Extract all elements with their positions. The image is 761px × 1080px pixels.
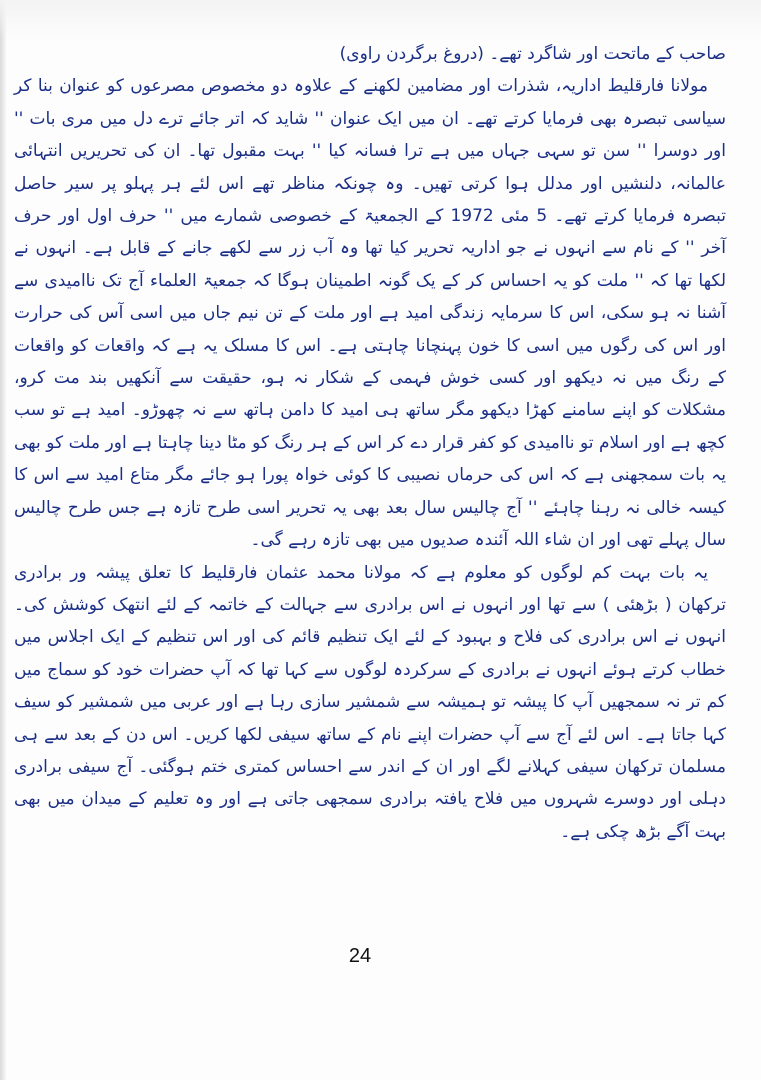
urdu-text-body — [14, 38, 726, 848]
paragraph-1: صاحب کے ماتحت اور شاگرد تھے۔ (دروغ برگردن راوی) — [339, 44, 726, 64]
paragraph-2: مولانا فارقلیط اداریہ، شذرات اور مضامین لکھنے کے علاوہ دو مخصوص مصرعوں کو عنوان بنا کر سیاسی تبصرہ بھی فرمایا کرتے تھے۔ ان میں ایک عنوان '' شاید کہ اتر جائے ترے دل میں مری بات '' اور دوسرا '' سن تو سہی جہاں میں ہے ترا فسانہ کیا '' بہت مقبول تھا۔ ان کی تحریریں انتہائی عالمانہ، دلنشیں اور مدلل ہوا کرتی تھیں۔ وہ چونکہ مناظر تھے اس لئے ہر پہلو پر سیر حاصل تبصرہ فرمایا کرتے تھے۔ 5 مئی 1972 کے الجمعیۃ کے خصوصی شمارے میں '' حرف اول اور حرف آخر '' کے نام سے انہوں نے جو اداریہ تحریر کیا تھا وہ آب زر سے لکھے جانے کے قابل ہے۔ انہوں نے لکھا تھا کہ '' ملت کو یہ احساس کر کے یک گونہ اطمینان ہوگا کہ جمعیۃ العلماء آج تک ناامیدی سے آشنا نہ ہو سکی، اس کا سرمایہ زندگی امید ہے اور ملت کے تن نیم جاں میں اسی آس کی حرارت اور اس کی رگوں میں اسی کا خون پہنچانا چاہتی ہے۔ اس کا مسلک یہ ہے کہ واقعات کو واقعات کے رنگ میں نہ دیکھو اور کسی خوش فہمی کے شکار نہ ہو، حقیقت سے آنکھیں بند مت کرو، مشکلات کو اپنے سامنے کھڑا دیکھو مگر ساتھ ہی امید کا دامن ہاتھ سے نہ چھوڑو۔ امید ہے تو سب کچھ ہے اور اسلام تو ناامیدی کو کفر قرار دے کر اس کے ہر رنگ کو مٹا دینا چاہتا ہے اور ملت کو بھی یہ بات سمجھنی ہے کہ اس کی حرماں نصیبی کا کوئی خواہ پورا ہو جائے مگر متاع امید سے اس کا کیسہ خالی نہ رہنا چاہئے '' آج چالیس سال بعد بھی یہ تحریر اسی طرح تازہ ہے جس طرح چالیس سال پہلے تھی اور ان شاء اللہ آئندہ صدیوں میں بھی تازہ رہے گی۔ — [14, 76, 727, 551]
page-edge-shadow — [0, 0, 6, 1080]
page-top-shade — [0, 0, 761, 40]
paragraph-3: یہ بات بہت کم لوگوں کو معلوم ہے کہ مولانا محمد عثمان فارقلیط کا تعلق پیشہ ور برادری ترکھان ( بڑھئی ) سے تھا اور انہوں نے اس برادری سے جہالت کے خاتمہ کے لئے انتھک کوشش کی۔ انہوں نے اس برادری کی فلاح و بہبود کے لئے ایک تنظیم قائم کی اور اس تنظیم کے ایک اجلاس میں خطاب کرتے ہوئے انہوں نے برادری کے سرکردہ لوگوں سے کہا تھا کہ آپ حضرات خود کو سماج میں کم تر نہ سمجھیں آپ کا پیشہ تو ہمیشہ سے شمشیر سازی رہا ہے اور عربی میں شمشیر کو سیف کہا جاتا ہے۔ اس لئے آج سے آپ حضرات اپنے نام کے ساتھ سیفی لکھا کریں۔ اس دن کے بعد سے ہی مسلمان ترکھان سیفی کہلانے لگے اور ان کے اندر سے احساس کمتری ختم ہوگئی۔ آج سیفی برادری دہلی اور دوسرے شہروں میں فلاح یافتہ برادری سمجھی جاتی ہے اور وہ تعلیم کے میدان میں بھی بہت آگے بڑھ چکی ہے۔ — [14, 562, 726, 842]
page-number: 24 — [348, 945, 372, 967]
